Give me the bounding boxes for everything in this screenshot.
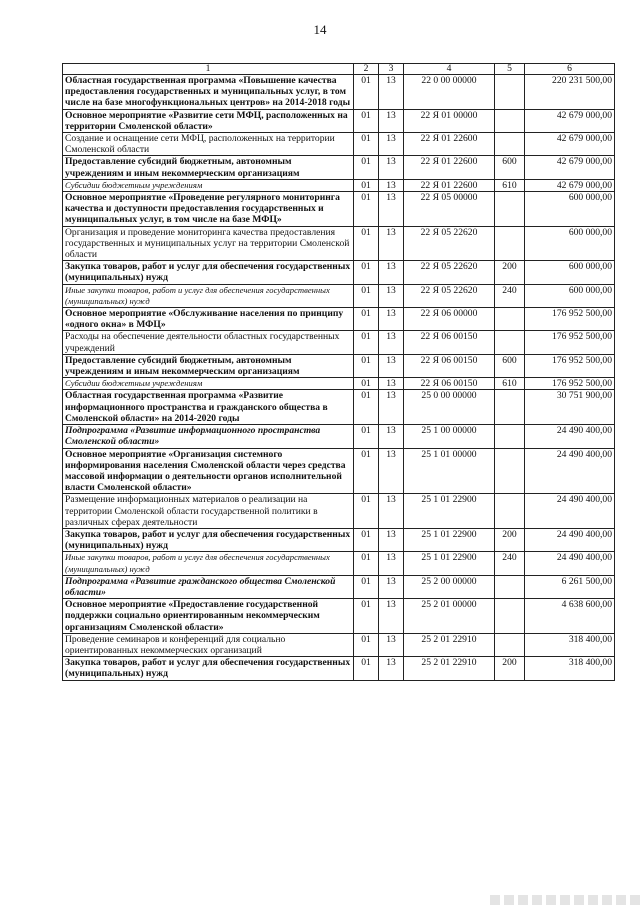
cell-section: 01 [354, 109, 379, 132]
cell-target-code: 25 2 01 22910 [404, 633, 495, 656]
cell-description: Проведение семинаров и конференций для социально ориентированных некоммерческих организаций [63, 633, 354, 656]
cell-expense-type [495, 308, 525, 331]
cell-amount: 220 231 500,00 [525, 75, 615, 110]
table-row [63, 156, 615, 179]
cell-expense-type: 200 [495, 261, 525, 284]
cell-target-code: 25 2 00 00000 [404, 575, 495, 598]
cell-subsection: 13 [379, 448, 404, 494]
cell-expense-type [495, 633, 525, 656]
table-row [63, 261, 615, 284]
cell-expense-type [495, 192, 525, 227]
cell-subsection: 13 [379, 331, 404, 354]
cell-target-code: 22 Я 01 22600 [404, 133, 495, 156]
cell-amount: 30 751 900,00 [525, 390, 615, 425]
cell-description: Закупка товаров, работ и услуг для обеспечения государственных (муниципальных) нужд [63, 261, 354, 284]
cell-description: Предоставление субсидий бюджетным, автономным учреждениям и иным некоммерческим организациям [63, 156, 354, 179]
cell-subsection: 13 [379, 179, 404, 191]
cell-target-code: 22 Я 05 22620 [404, 284, 495, 307]
table-row [63, 528, 615, 551]
cell-amount: 24 490 400,00 [525, 552, 615, 575]
cell-subsection: 13 [379, 657, 404, 680]
cell-section: 01 [354, 354, 379, 377]
cell-description: Организация и проведение мониторинга качества предоставления государственных и муниципальных услуг на территории Смоленской области [63, 226, 354, 261]
table-row [63, 552, 615, 575]
cell-section: 01 [354, 448, 379, 494]
table-header-row [63, 64, 615, 75]
cell-amount: 176 952 500,00 [525, 378, 615, 390]
cell-description: Закупка товаров, работ и услуг для обеспечения государственных (муниципальных) нужд [63, 528, 354, 551]
header-col-2: 2 [354, 64, 379, 75]
cell-target-code: 22 Я 01 22600 [404, 179, 495, 191]
cell-amount: 42 679 000,00 [525, 133, 615, 156]
cell-description: Иные закупки товаров, работ и услуг для обеспечения государственных (муниципальных) нужд [63, 552, 354, 575]
table-row [63, 192, 615, 227]
cell-expense-type: 610 [495, 179, 525, 191]
cell-description: Подпрограмма «Развитие информационного пространства Смоленской области» [63, 425, 354, 448]
table-row [63, 425, 615, 448]
cell-section: 01 [354, 192, 379, 227]
cell-section: 01 [354, 261, 379, 284]
cell-subsection: 13 [379, 378, 404, 390]
cell-subsection: 13 [379, 156, 404, 179]
header-col-5: 5 [495, 64, 525, 75]
cell-subsection: 13 [379, 599, 404, 634]
cell-target-code: 25 1 01 22900 [404, 552, 495, 575]
scan-edge-marks [490, 895, 640, 905]
cell-target-code: 22 Я 06 00150 [404, 378, 495, 390]
cell-amount: 600 000,00 [525, 226, 615, 261]
cell-amount: 24 490 400,00 [525, 448, 615, 494]
cell-expense-type [495, 425, 525, 448]
cell-description: Основное мероприятие «Проведение регулярного мониторинга качества и доступности предоставления государственных и муниципальных услуг, в том числе на базе МФЦ» [63, 192, 354, 227]
cell-amount: 24 490 400,00 [525, 425, 615, 448]
cell-expense-type [495, 109, 525, 132]
cell-subsection: 13 [379, 528, 404, 551]
cell-section: 01 [354, 331, 379, 354]
cell-section: 01 [354, 308, 379, 331]
cell-expense-type [495, 390, 525, 425]
cell-subsection: 13 [379, 354, 404, 377]
cell-amount: 176 952 500,00 [525, 331, 615, 354]
cell-target-code: 25 1 01 22900 [404, 494, 495, 529]
cell-target-code: 25 1 01 00000 [404, 448, 495, 494]
cell-description: Иные закупки товаров, работ и услуг для обеспечения государственных (муниципальных) нужд [63, 284, 354, 307]
cell-target-code: 22 Я 06 00150 [404, 354, 495, 377]
cell-expense-type [495, 494, 525, 529]
cell-description: Субсидии бюджетным учреждениям [63, 179, 354, 191]
cell-subsection: 13 [379, 75, 404, 110]
header-col-4: 4 [404, 64, 495, 75]
cell-expense-type [495, 133, 525, 156]
cell-section: 01 [354, 657, 379, 680]
cell-section: 01 [354, 226, 379, 261]
cell-expense-type [495, 226, 525, 261]
cell-description: Основное мероприятие «Обслуживание населения по принципу «одного окна» в МФЦ» [63, 308, 354, 331]
cell-description: Основное мероприятие «Организация системного информирования населения Смоленской области через средства массовой информации о деятельности органов исполнительной власти Смоленской области» [63, 448, 354, 494]
table-row [63, 226, 615, 261]
cell-expense-type: 240 [495, 552, 525, 575]
cell-target-code: 25 2 01 00000 [404, 599, 495, 634]
cell-subsection: 13 [379, 284, 404, 307]
cell-amount: 176 952 500,00 [525, 308, 615, 331]
cell-expense-type [495, 448, 525, 494]
cell-target-code: 25 0 00 00000 [404, 390, 495, 425]
cell-subsection: 13 [379, 552, 404, 575]
cell-section: 01 [354, 179, 379, 191]
cell-target-code: 22 Я 01 00000 [404, 109, 495, 132]
cell-section: 01 [354, 552, 379, 575]
header-col-6: 6 [525, 64, 615, 75]
cell-section: 01 [354, 378, 379, 390]
cell-expense-type: 200 [495, 528, 525, 551]
cell-section: 01 [354, 133, 379, 156]
cell-section: 01 [354, 75, 379, 110]
cell-target-code: 25 2 01 22910 [404, 657, 495, 680]
cell-expense-type [495, 331, 525, 354]
cell-section: 01 [354, 528, 379, 551]
table-body [63, 75, 615, 681]
table-row [63, 633, 615, 656]
table-row [63, 179, 615, 191]
cell-description: Областная государственная программа «Повышение качества предоставления государственных и муниципальных услуг, в том числе на базе многофункциональных центров» на 2014-2018 годы [63, 75, 354, 110]
cell-target-code: 22 Я 06 00000 [404, 308, 495, 331]
cell-subsection: 13 [379, 494, 404, 529]
cell-amount: 24 490 400,00 [525, 494, 615, 529]
cell-subsection: 13 [379, 192, 404, 227]
cell-target-code: 22 Я 06 00150 [404, 331, 495, 354]
cell-amount: 4 638 600,00 [525, 599, 615, 634]
cell-target-code: 25 1 01 22900 [404, 528, 495, 551]
cell-amount: 318 400,00 [525, 657, 615, 680]
cell-expense-type [495, 75, 525, 110]
table-row [63, 109, 615, 132]
cell-target-code: 22 Я 05 00000 [404, 192, 495, 227]
cell-amount: 318 400,00 [525, 633, 615, 656]
cell-subsection: 13 [379, 575, 404, 598]
table-row [63, 575, 615, 598]
cell-section: 01 [354, 494, 379, 529]
cell-target-code: 22 Я 01 22600 [404, 156, 495, 179]
cell-subsection: 13 [379, 425, 404, 448]
table-row [63, 133, 615, 156]
table-row [63, 599, 615, 634]
cell-target-code: 22 Я 05 22620 [404, 226, 495, 261]
cell-section: 01 [354, 390, 379, 425]
cell-description: Областная государственная программа «Развитие информационного пространства и гражданского общества в Смоленской области» на 2014-2020 годы [63, 390, 354, 425]
cell-amount: 176 952 500,00 [525, 354, 615, 377]
table-row [63, 390, 615, 425]
cell-section: 01 [354, 575, 379, 598]
cell-description: Предоставление субсидий бюджетным, автономным учреждениям и иным некоммерческим организациям [63, 354, 354, 377]
cell-description: Закупка товаров, работ и услуг для обеспечения государственных (муниципальных) нужд [63, 657, 354, 680]
cell-amount: 6 261 500,00 [525, 575, 615, 598]
cell-description: Основное мероприятие «Предоставление государственной поддержки социально ориентированным некоммерческим организациям Смоленской области» [63, 599, 354, 634]
cell-subsection: 13 [379, 133, 404, 156]
table-row [63, 284, 615, 307]
cell-description: Расходы на обеспечение деятельности областных государственных учреждений [63, 331, 354, 354]
cell-subsection: 13 [379, 633, 404, 656]
table-row [63, 494, 615, 529]
cell-section: 01 [354, 425, 379, 448]
cell-section: 01 [354, 156, 379, 179]
cell-expense-type: 610 [495, 378, 525, 390]
table-row [63, 308, 615, 331]
cell-amount: 42 679 000,00 [525, 179, 615, 191]
cell-amount: 42 679 000,00 [525, 109, 615, 132]
budget-table [62, 63, 615, 681]
cell-expense-type: 240 [495, 284, 525, 307]
page-number: 14 [313, 22, 327, 37]
table-row [63, 448, 615, 494]
cell-subsection: 13 [379, 308, 404, 331]
cell-amount: 24 490 400,00 [525, 528, 615, 551]
cell-section: 01 [354, 284, 379, 307]
cell-section: 01 [354, 633, 379, 656]
table-row [63, 378, 615, 390]
header-col-3: 3 [379, 64, 404, 75]
table-row [63, 657, 615, 680]
cell-expense-type [495, 599, 525, 634]
table-row [63, 75, 615, 110]
cell-description: Основное мероприятие «Развитие сети МФЦ, расположенных на территории Смоленской области» [63, 109, 354, 132]
cell-description: Субсидии бюджетным учреждениям [63, 378, 354, 390]
cell-amount: 600 000,00 [525, 284, 615, 307]
cell-amount: 600 000,00 [525, 192, 615, 227]
cell-amount: 600 000,00 [525, 261, 615, 284]
cell-subsection: 13 [379, 109, 404, 132]
cell-target-code: 22 Я 05 22620 [404, 261, 495, 284]
cell-expense-type: 200 [495, 657, 525, 680]
cell-target-code: 22 0 00 00000 [404, 75, 495, 110]
cell-description: Создание и оснащение сети МФЦ, расположенных на территории Смоленской области [63, 133, 354, 156]
cell-expense-type: 600 [495, 156, 525, 179]
cell-target-code: 25 1 00 00000 [404, 425, 495, 448]
table-row [63, 354, 615, 377]
header-col-1: 1 [63, 64, 354, 75]
cell-subsection: 13 [379, 261, 404, 284]
cell-expense-type: 600 [495, 354, 525, 377]
cell-subsection: 13 [379, 390, 404, 425]
cell-description: Размещение информационных материалов о реализации на территории Смоленской области государственной политики в различных сферах деятельности [63, 494, 354, 529]
cell-description: Подпрограмма «Развитие гражданского общества Смоленской области» [63, 575, 354, 598]
cell-section: 01 [354, 599, 379, 634]
cell-expense-type [495, 575, 525, 598]
cell-subsection: 13 [379, 226, 404, 261]
cell-amount: 42 679 000,00 [525, 156, 615, 179]
table-row [63, 331, 615, 354]
